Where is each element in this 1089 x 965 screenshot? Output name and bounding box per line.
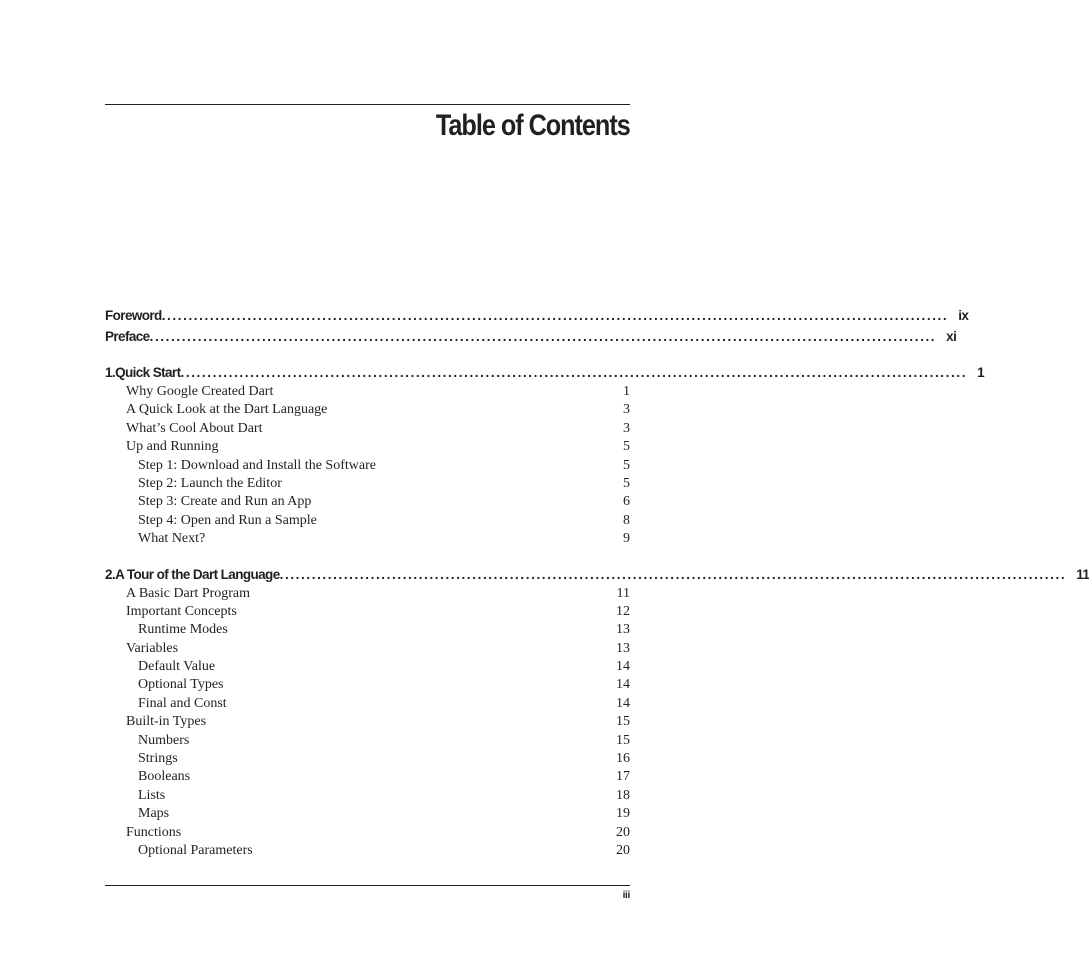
entry-page: 12 [616,603,630,619]
toc-section[interactable] [105,603,630,621]
entry-page: 3 [623,420,630,436]
entry-label: Step 4: Open and Run a Sample [138,512,317,528]
entry-page: 1 [623,384,630,399]
toc-section[interactable] [105,383,630,401]
entry-label: Preface [105,329,150,344]
entry-label: Default Value [138,659,216,675]
entry-page: 15 [616,732,630,748]
entry-page: 14 [616,677,630,693]
entry-page: 16 [616,751,630,767]
toc-subsection[interactable] [105,676,630,694]
page-title: Table of Contents [436,109,630,142]
entry-label: Variables [126,640,179,656]
entry-page: 1 [977,365,984,380]
toc-subsection[interactable] [105,658,630,676]
entry-page: ix [958,308,969,323]
entry-label: A Tour of the Dart Language [115,566,280,582]
toc-subsection[interactable] [105,621,630,639]
entry-label: What’s Cool About Dart [126,420,263,436]
entry-page: 20 [616,842,630,858]
entry-page: xi [946,329,957,344]
entry-label: Numbers [138,732,190,748]
toc-subsection[interactable] [105,750,630,768]
entry-label: Strings [138,751,178,767]
toc-subsection[interactable] [105,732,630,750]
dot-leader: ................................................................................................................................................... [279,566,1067,582]
entry-page: 11 [616,585,630,601]
toc-section[interactable] [105,824,630,842]
entry-page: 14 [616,695,630,711]
entry-page: 5 [623,457,630,473]
toc-section[interactable] [105,713,630,731]
entry-label: A Basic Dart Program [126,585,251,601]
entry-page: 11 [1076,566,1089,582]
footer-rule [105,885,630,886]
toc-subsection[interactable] [105,695,630,713]
entry-page: 13 [616,622,630,638]
entry-page: 5 [623,439,630,455]
entry-page: 19 [616,806,630,822]
entry-label: Maps [138,806,170,822]
entry-page: 8 [623,512,630,528]
entry-label: Booleans [138,769,191,785]
entry-label: Optional Parameters [138,842,253,858]
toc-subsection[interactable] [105,512,630,530]
entry-label: Step 3: Create and Run an App [138,494,312,510]
entry-label: Functions [126,824,182,840]
toc-subsection[interactable] [105,768,630,786]
toc-entry-foreword[interactable] [105,305,969,326]
toc-subsection[interactable] [105,475,630,493]
dot-leader: ................................................................................................................................................... [149,329,937,344]
entry-label: Built-in Types [126,714,207,730]
entry-page: 15 [616,714,630,730]
entry-label: Important Concepts [126,603,237,619]
entry-page: 17 [616,769,630,785]
entry-label: A Quick Look at the Dart Language [126,402,328,418]
entry-page: 3 [623,402,630,418]
toc-section[interactable] [105,640,630,658]
chapter-number: 1. [105,365,116,380]
toc-section[interactable] [105,438,630,456]
toc-subsection[interactable] [105,530,630,548]
entry-page: 13 [616,640,630,656]
toc-subsection[interactable] [105,457,630,475]
entry-label: Step 2: Launch the Editor [138,475,282,491]
toc-entry-preface[interactable] [105,326,957,347]
toc-chapter-2[interactable] [105,564,1089,585]
entry-page: 20 [616,824,630,840]
toc-subsection[interactable] [105,805,630,823]
toc-chapter-1[interactable] [105,362,984,383]
entry-page: 5 [623,475,630,491]
entry-label: Lists [138,787,166,803]
toc-subsection[interactable] [105,842,630,860]
entry-label: Up and Running [126,439,219,455]
entry-label: Final and Const [138,695,227,711]
entry-page: 9 [623,531,630,547]
toc-subsection[interactable] [105,493,630,511]
page-number: iii [622,890,630,901]
dot-leader: ................................................................................................................................................... [180,365,968,380]
toc-section[interactable] [105,420,630,438]
dot-leader: ................................................................................................................................................... [161,308,949,323]
entry-label: Step 1: Download and Install the Software [138,457,376,473]
toc-list [105,305,1089,860]
toc-section[interactable] [105,401,630,419]
toc-subsection[interactable] [105,787,630,805]
chapter-number: 2. [105,566,116,582]
entry-label: Why Google Created Dart [126,384,274,399]
entry-page: 18 [616,787,630,803]
entry-label: Optional Types [138,677,224,693]
entry-label: Runtime Modes [138,622,228,638]
toc-section[interactable] [105,585,630,603]
entry-label: What Next? [138,531,206,547]
entry-label: Quick Start [115,365,181,380]
entry-label: Foreword [105,308,162,323]
entry-page: 6 [623,494,630,510]
entry-page: 14 [616,659,630,675]
